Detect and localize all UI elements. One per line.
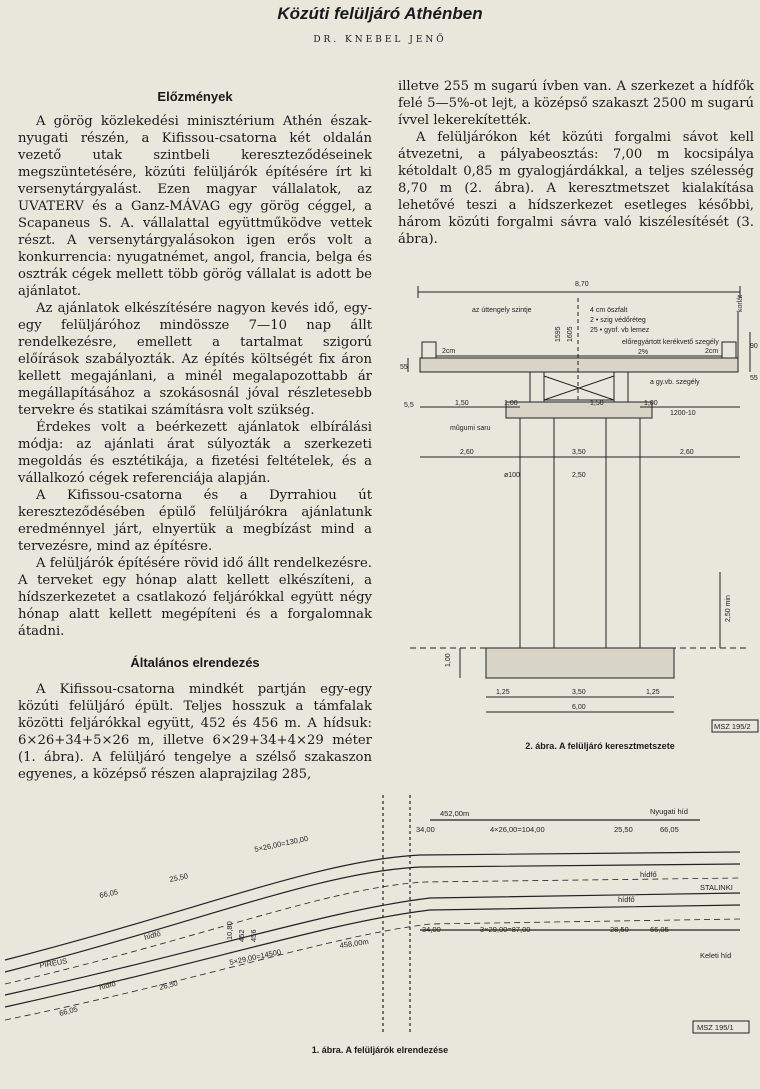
dim-label: 4 cm öszfalt: [590, 307, 628, 314]
dim-label: mûgumi saru: [450, 425, 491, 432]
paragraph: illetve 255 m sugarú ívben van. A szerkezet a hídfők felé 5—5%-ot lejt, a középső szakaszt 2500 m sugarú ívvel lekerekítették.: [398, 79, 754, 128]
dim-label: a gy.vb. szegély: [650, 379, 700, 386]
dim-label: 2,60: [680, 449, 694, 456]
paragraph: Érdekes volt a beérkezett ajánlatok elbírálási módja: az ajánlati árat súlyozták a szerkezeti megoldás és esztétikája, a fizetési feltételek, és a vállalkozó cégek referenciája alapján.: [18, 420, 372, 486]
dim-label: 1,00: [644, 400, 658, 407]
plan-label: 452: [237, 929, 246, 942]
figure-1-layout-plan: [0, 790, 760, 1040]
plan-label: 10,80: [225, 921, 234, 940]
plan-label: 458,00m: [339, 937, 370, 950]
dim-label: 1,50: [455, 400, 469, 407]
plan-label: PIREUS: [38, 956, 68, 970]
plan-label: 66,05: [660, 825, 679, 834]
figure-2-cross-section: [400, 272, 760, 736]
dim-label: 8,70: [575, 281, 589, 288]
dim-label: 1605: [567, 326, 574, 342]
plan-label: 34,00: [416, 825, 435, 834]
dim-label: 55: [400, 364, 408, 371]
dim-label: 1,25: [646, 689, 660, 696]
dim-label: 1,50: [590, 400, 604, 407]
plan-label: 5×26,00=130,00: [253, 833, 309, 854]
dim-label: 1,00: [504, 400, 518, 407]
plan-label: 4×26,00=104,00: [490, 825, 545, 834]
dim-label: 2,50: [572, 472, 586, 479]
dim-label: 2,60: [460, 449, 474, 456]
plan-label: hídfő: [640, 870, 657, 879]
paragraph: Az ajánlatok elkészítésére nagyon kevés idő, egy-egy felüljáróhoz mindössze 7—10 nap állt rendelkezésre, emellett a tartalmat szigorú előírások szabályozták. Az építés költségét fix áron kellett megajánlani, a minél megalapozottabb ár megállapításához a szokásosnál jóval részletesebb tervekre és statikai számításra volt szükség.: [18, 301, 372, 418]
plan-label: hídfő: [143, 928, 162, 942]
plan-label: Keleti híd: [700, 951, 732, 960]
plan-label: STALINKI: [700, 883, 733, 892]
figure-1-caption: 1. ábra. A felüljárók elrendezése: [311, 1045, 449, 1055]
plan-label: 28,50: [610, 925, 629, 934]
figure-1-stamp: MSZ 195/1: [697, 1023, 734, 1032]
dim-label: 90: [750, 343, 758, 350]
dim-label: 5,5: [404, 402, 414, 409]
left-column: [18, 88, 372, 783]
paragraph: A görög közlekedési minisztérium Athén észak-nyugati részén, a Kifissou-csatorna két oldalán vezető utak szintbeli kereszteződéseinek megszüntetésére, közúti felüljárók építésére írt ki versenytárgyalást. Ezen magyar vállalatok, az UVATERV és a Ganz-MÁVAG egy görög céggel, a Scapaneus S. A. vállalattal együttműködve vettek részt. A versenytárgyalásokon igen erős volt a konkurrencia: nyugatnémet, angol, francia, belga és osztrák cégek mellett több görög vállalat is adott be ajánlatot.: [18, 114, 372, 299]
plan-label: 26,50: [158, 978, 179, 992]
dim-label: 2,50 min: [725, 595, 732, 622]
dim-label: 2 • szig védőréteg: [590, 317, 646, 324]
dim-label: 2cm: [442, 348, 456, 355]
plan-label: 3×29,00=87,00: [480, 925, 531, 934]
dim-label: 1595: [555, 326, 562, 342]
plan-label: 5×29,00=14500: [228, 947, 282, 967]
dim-label: ø100: [504, 472, 520, 479]
dim-label: 1,25: [496, 689, 510, 696]
plan-label: 25,50: [168, 871, 189, 884]
dim-label: 2cm: [705, 348, 719, 355]
paragraph: A felüljárókon két közúti forgalmi sávot kell átvezetni, a pályabeosztás: 7,00 m kocsipálya kétoldalt 0,85 m gyalogjárdákkal, a teljes szélesség 8,70 m (2. ábra). A keresztmetszet kialakítása lehetővé teszi a hídszerkezet esetleges későbbi, három közúti forgalmi sávra való kiszélesítését (3. ábra).: [398, 130, 754, 247]
plan-label: 25,50: [614, 825, 633, 834]
dim-label: 3,50: [572, 689, 586, 696]
dim-label: korlát: [737, 294, 744, 312]
dim-label: 3,50: [572, 449, 586, 456]
plan-label: 66,05: [98, 887, 119, 900]
section-heading-altalanos: Általános elrendezés: [130, 655, 260, 670]
plan-label: Nyugati híd: [650, 807, 688, 816]
section-heading-elozmenyek: Előzmények: [157, 89, 233, 104]
plan-label: 34,00: [422, 925, 441, 934]
figure-2-caption: 2. ábra. A felüljáró keresztmetszete: [525, 741, 675, 751]
plan-label: hídfő: [618, 895, 635, 904]
dim-label: 6,00: [572, 704, 586, 711]
plan-label: 452,00m: [440, 809, 470, 818]
paragraph: A felüljárók építésére rövid idő állt rendelkezésre. A terveket egy hónap alatt kellett elkészíteni, a hídszerkezetet a csatlakozó feljárókkal együtt négy hónap alatt kellett megépíteni és a forgalomnak átadni.: [18, 556, 372, 639]
plan-label: 66,05: [650, 925, 669, 934]
dim-label: 25 • gyof. vb lemez: [590, 327, 650, 334]
dim-label: 1200-10: [670, 410, 696, 417]
figure-2-stamp: MSZ 195/2: [714, 722, 751, 731]
paragraph: A Kifissou-csatorna mindkét partján egy-egy közúti felüljáró épült. Teljes hosszuk a támfalak közötti feljárókkal együtt, 452 és 456 m. A hídsuk: 6×26+34+5×26 m, illetve 6×29+34+4×29 méter (1. ábra). A felüljáró tengelye a szélső szakaszon egyenes, a középső részen alaprajzilag 285,: [18, 682, 372, 782]
plan-label: 66,05: [58, 1004, 79, 1018]
dim-label: 1,00: [445, 653, 452, 667]
dim-label: 2%: [638, 349, 649, 356]
paragraph: A Kifissou-csatorna és a Dyrrahiou út kereszteződésében épülő felüljárókra ajánlatunk eredménnyel járt, elnyertük a megbízást mind a tervezésre, mind az építésre.: [18, 488, 372, 554]
plan-label: hídfő: [98, 978, 117, 992]
dim-label: az úttengely szintje: [472, 307, 532, 314]
article-title: Közúti felüljáró Athénben: [277, 4, 483, 23]
dim-label: 55: [750, 375, 758, 382]
plan-label: 456: [249, 929, 258, 942]
dim-label: előregyártott kerékvető szegély: [622, 339, 719, 346]
article-author: DR. KNEBEL JENŐ: [313, 35, 447, 45]
right-column: [398, 78, 754, 248]
